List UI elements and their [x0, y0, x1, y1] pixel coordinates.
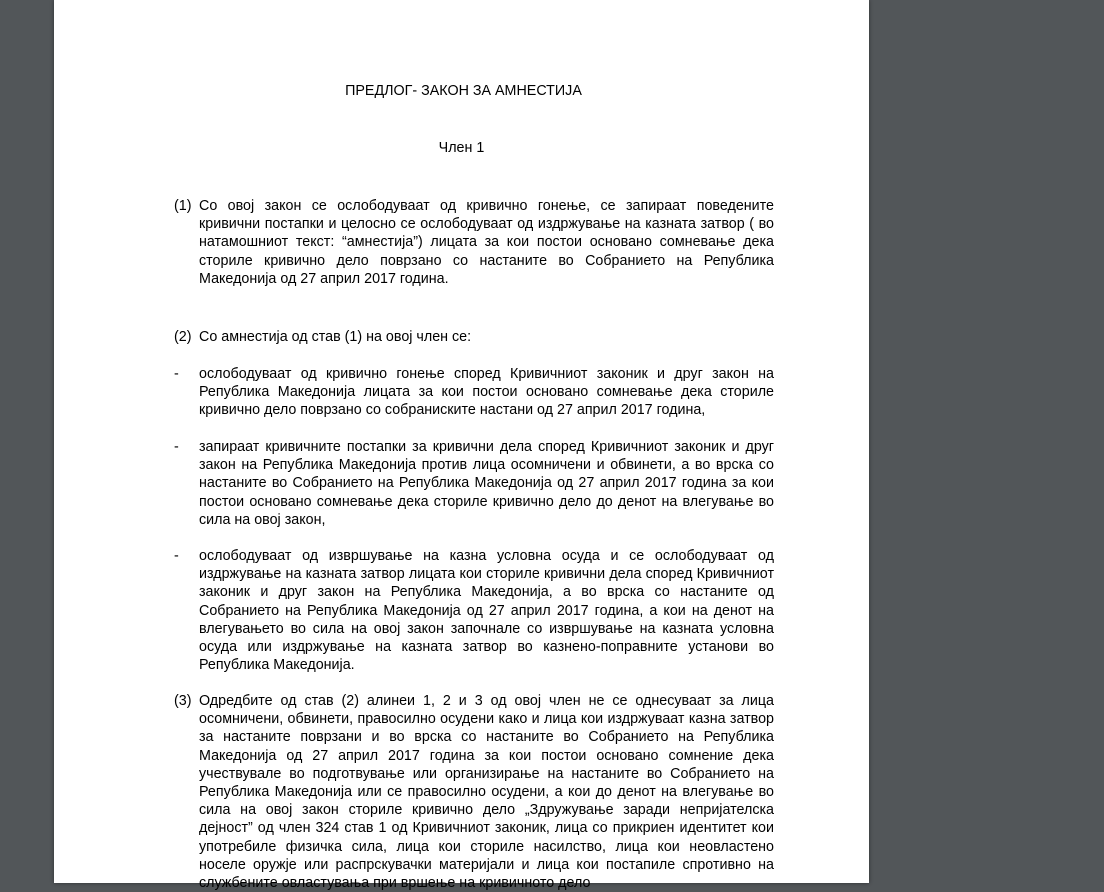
paragraph-text: Со амнестија од став (1) на овој член се:	[199, 329, 472, 345]
bullet-text: ослободуваат од кривично гонење според Кривичниот законик и друг закон на Република Македонија лицата за кои постои основано сомневање дека сториле кривично дело поврзано со собраниските настани од 27 април 2017 година,	[199, 366, 774, 419]
paragraph-text: Одредбите од став (2) алинеи 1, 2 и 3 од овој член не се однесуваат за лица осомничени, обвинети, правосилно осудени како и лица кои издржуваат казна затвор за настаните поврзани и во врска со настаните во Собранието на Република Македонија од 27 април 2017 година за кои постои основано сомнение дека учествувале во подготвување или организирање на настаните во Собранието на Република Македонија или се правосилно осудени, а кои до денот на влегување во сила на овој закон сториле кривично дело „Здружување заради непријателска дејност” од член 324 став 1 од Кривичниот законик, лица со прикриен идентитет кои употребиле физичка сила, лица кои сториле насилство, лица кои неовластено носеле оружје или распрскувачки материјали и лица кои постапиле спротивно на службените овластувања при вршење на кривичното дело	[199, 693, 774, 892]
bullet-marker: -	[174, 439, 179, 455]
bullet-text: ослободуваат од извршување на казна условна осуда и се ослободуваат од издржување на казната затвор лицата кои сториле кривични дела според Кривичниот законик и друг закон на Република Македонија, а во врска со настаните од Собранието на Република Македонија од 27 април 2017 година, а кои на денот на влегувањето во сила на овој закон започнале со извршување на казната условна осуда или издржување на казната затвор во казнено-поправните установи во Република Македонија.	[199, 548, 774, 674]
document-page	[54, 0, 869, 892]
paragraph-marker: (3)	[174, 693, 192, 709]
bullet-item-3	[174, 547, 774, 674]
title-text: ПРЕДЛОГ- ЗАКОН ЗА АМНЕСТИЈА	[345, 83, 582, 99]
bullet-marker: -	[174, 548, 179, 564]
bullet-item-2	[174, 438, 774, 529]
paragraph-marker: (2)	[174, 329, 192, 345]
bullet-item-1	[174, 365, 774, 420]
paragraph-3	[174, 692, 774, 892]
bullet-text: запираат кривичните постапки за кривични дела според Кривичниот законик и друг закон на Република Македонија против лица осомничени и обвинети, а во врска со настаните во Собранието на Република Македонија од 27 април 2017 година за кои постои основано сомневање дека сториле кривично дело до денот на влегување во сила на овој закон,	[199, 439, 774, 528]
paragraph-marker: (1)	[174, 198, 192, 214]
bullet-marker: -	[174, 366, 179, 382]
document-title	[54, 82, 869, 100]
paragraph-text: Со овој закон се ослободуваат од кривично гонење, се запираат поведените кривични постапки и целосно се ослободуваат од издржување на казната затвор ( во натамошниот текст: “амнестија”) лицата за кои постои основано сомневање дека сториле кривично дело поврзано со настаните во Собранието на Република Македонија од 27 април 2017 година.	[199, 198, 774, 287]
paragraph-2	[174, 328, 774, 346]
article-heading: Член 1	[438, 140, 485, 156]
paragraph-1	[174, 197, 774, 288]
